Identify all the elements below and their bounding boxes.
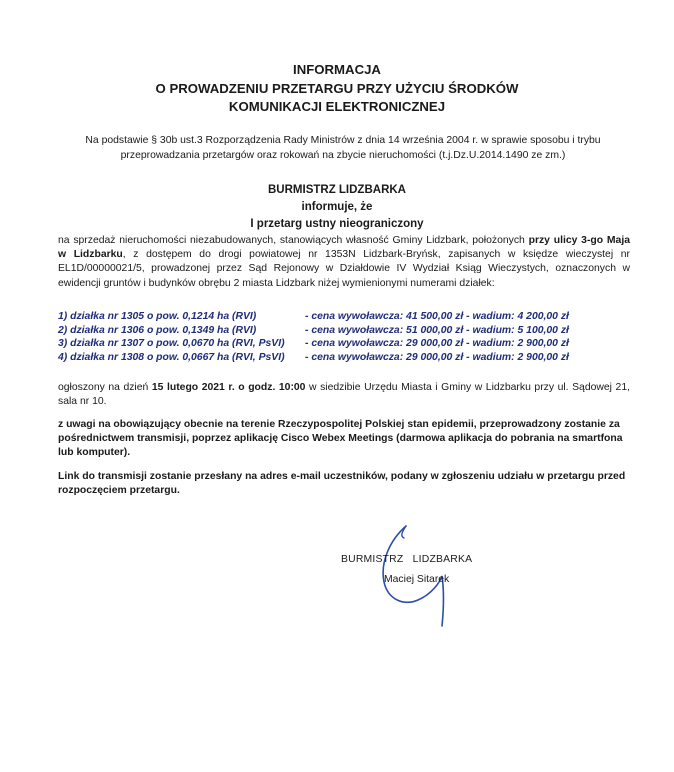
lot-item — [58, 338, 638, 352]
lot-price: - cena wywoławcza: 41 500,00 zł - wadium: 4 200,00 zł — [305, 311, 569, 322]
heading-line-2: O PROWADZENIU PRZETARGU PRZY UŻYCIU ŚRODKÓW — [155, 81, 519, 96]
lot-price: - cena wywoławcza: 29 000,00 zł - wadium: 2 900,00 zł — [305, 351, 569, 363]
schedule-date: 15 lutego 2021 r. o godz. 10:00 — [151, 382, 306, 393]
heading-line-3: KOMUNIKACJI ELEKTRONICZNEJ — [228, 99, 446, 114]
link-note: Link do transmisji zostanie przesłany na adres e-mail uczestników, podany w zgłoszeniu udziału w przetargu przed rozpoczęciem przetargu. — [58, 471, 626, 497]
lot-item — [58, 352, 638, 366]
lot-price: - cena wywoławcza: 51 000,00 zł - wadium: 5 100,00 zł — [305, 324, 569, 336]
epidemic-note: z uwagi na obowiązujący obecnie na terenie Rzeczypospolitej Polskiej stan epidemii, przeprowadzony zostanie za pośrednictwem transmisji, poprzez aplikację Cisco Webex Meetings (darmowa aplikacja do pobrania na smartfona lub komputer). — [58, 419, 623, 459]
lot-parcel: 1) działka nr 1305 o pow. 0,1214 ha (RVI) — [58, 311, 257, 322]
lots-list — [58, 311, 638, 365]
signatory-title: BURMISTRZ LIDZBARKA — [341, 554, 473, 565]
description-part-1: na sprzedaż nieruchomości niezabudowanych, stanowiących własność Gminy Lidzbark, położonych — [58, 235, 525, 246]
lot-parcel: 4) działka nr 1308 o pow. 0,0667 ha (RVI, PsVI) — [58, 351, 285, 363]
schedule-prefix: ogłoszony na dzień — [58, 382, 152, 393]
authority-heading: BURMISTRZ LIDZBARKA — [268, 184, 406, 196]
legal-basis — [58, 133, 628, 163]
schedule-paragraph — [58, 381, 630, 409]
tender-type-heading: I przetarg ustny nieograniczony — [250, 218, 424, 230]
description-part-3: , z dostępem do drogi powiatowej nr 1353N Lidzbark-Bryńsk, zapisanych w księdze wieczystej nr EL1D/00000021/5, prowadzonej przez Sąd Rejonowy w Działdowie IV Wydział Ksiąg Wieczystych, oznaczonych w ewidencji gruntów i budynków obrębu 2 miasta Lidzbark niżej wymienionymi numerami działek: — [58, 249, 630, 289]
lot-parcel: 3) działka nr 1307 o pow. 0,0670 ha (RVI, PsVI) — [58, 338, 285, 349]
signatory-name: Maciej Sitarek — [384, 574, 450, 585]
lot-item — [58, 311, 638, 325]
property-description — [58, 234, 630, 291]
legal-basis-line-2: przeprowadzania przetargów oraz rokowań na zbycie nieruchomości (t.j.Dz.U.2014.1490 ze zm.) — [120, 150, 566, 161]
description-location: przy ulicy 3-go Maja w Lidzbarku — [58, 235, 630, 261]
informs-heading: informuje, że — [301, 201, 373, 213]
lot-parcel: 2) działka nr 1306 o pow. 0,1349 ha (RVI) — [58, 324, 257, 336]
legal-basis-line-1: Na podstawie § 30b ust.3 Rozporządzenia Rady Ministrów z dnia 14 września 2004 r. w sprawie sposobu i trybu — [85, 135, 601, 146]
lot-price: - cena wywoławcza: 29 000,00 zł - wadium: 2 900,00 zł — [305, 338, 569, 349]
heading-line-1: INFORMACJA — [293, 62, 381, 77]
schedule-suffix: w siedzibie Urzędu Miasta i Gminy w Lidzbarku przy ul. Sądowej 21, sala nr 10. — [58, 382, 630, 408]
lot-item — [58, 325, 638, 339]
